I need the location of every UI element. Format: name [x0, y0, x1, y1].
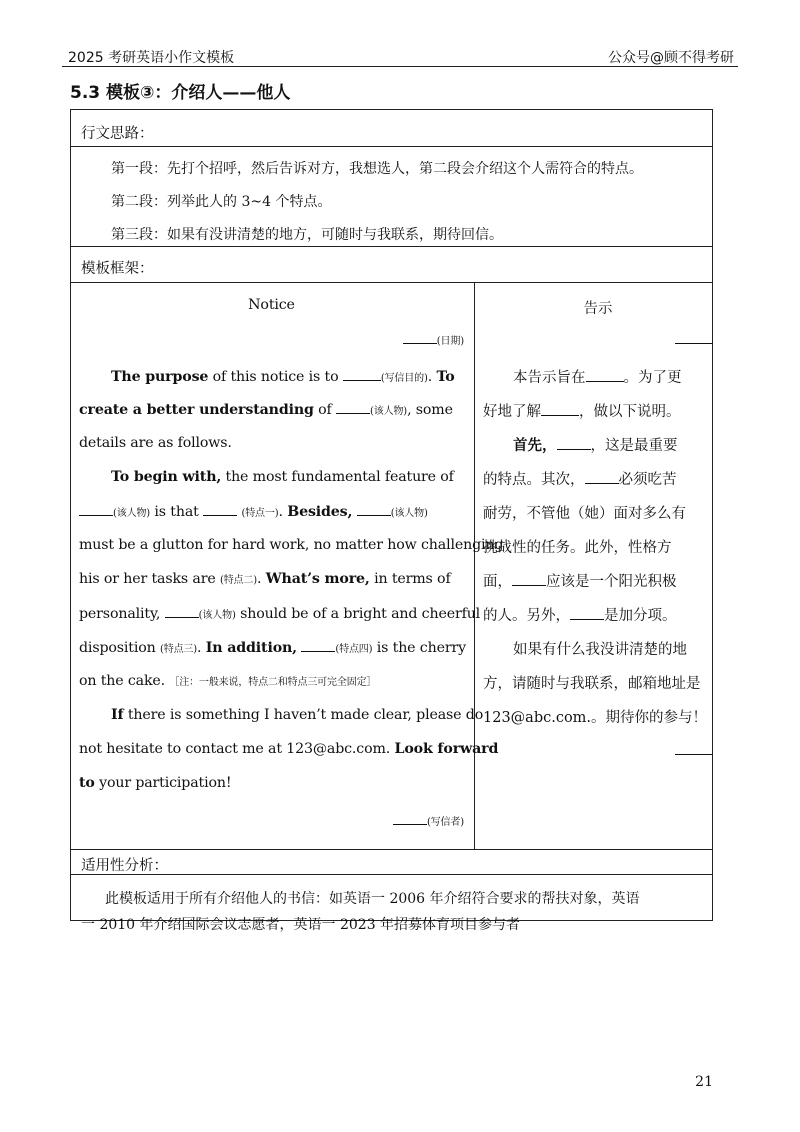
framework-label: 模板框架：	[81, 261, 154, 277]
paragraph-line-cn: 面， 应该是一个阳光积极	[483, 574, 677, 590]
date-line-cn	[483, 331, 717, 348]
signer-line-cn	[483, 742, 717, 759]
paragraph-line: disposition (特点三). In addition, (特点四) is the cherry	[79, 640, 466, 656]
paragraph-line: details are as follows.	[79, 435, 232, 451]
divider	[71, 146, 712, 147]
paragraph-line-cn: 挑战性的任务。此外，性格方	[483, 540, 672, 556]
paragraph-line: create a better understanding of (该人物), some	[79, 402, 453, 418]
paragraph-line: personality, (该人物) should be of a bright and cheerful	[79, 606, 481, 622]
paragraph-line-cn: 首先， ，这是最重要	[513, 437, 678, 454]
divider	[71, 246, 712, 247]
paragraph-line: not hesitate to contact me at 123@abc.com. Look forward	[79, 741, 499, 757]
paragraph-line: his or her tasks are (特点二). What’s more, in terms of	[79, 571, 451, 587]
paragraph-line: to your participation!	[79, 775, 232, 791]
paragraph-line: must be a glutton for hard work, no matter how challenging	[79, 537, 504, 553]
notice-title: Notice	[248, 297, 295, 313]
paragraph-line: The purpose of this notice is to (写信目的). To	[111, 369, 455, 385]
paragraph-line: on the cake. ［注：一般来说，特点二和特点三可完全固定］	[79, 673, 377, 689]
paragraph-line-cn: 的人。另外， 是加分项。	[483, 608, 677, 624]
header-account: 公众号@顾不得考研	[608, 50, 734, 66]
thinking-label: 行文思路：	[81, 126, 154, 142]
paragraph-line-cn: 好地了解 ，做以下说明。	[483, 404, 681, 420]
paragraph-line-cn: 方，请随时与我联系，邮箱地址是	[483, 676, 701, 692]
thinking-line: 第二段：列举此人的 3~4 个特点。	[111, 194, 332, 210]
paragraph-line-cn: 耐劳，不管他（她）面对多么有	[483, 506, 686, 522]
paragraph-line: If there is something I haven’t made clear, please do	[111, 707, 484, 723]
header-title: 2025 考研英语小作文模板	[68, 50, 235, 66]
paragraph-line-cn: 如果有什么我没讲清楚的地	[513, 642, 687, 658]
applicability-line: 此模板适用于所有介绍他人的书信：如英语一 2006 年介绍符合要求的帮扶对象，英语	[105, 891, 640, 907]
date-line: (日期)	[79, 331, 468, 348]
notice-title-cn: 告示	[583, 301, 613, 317]
page-number: 21	[695, 1074, 713, 1090]
template-table	[70, 109, 713, 933]
applicability-label: 适用性分析：	[81, 858, 168, 874]
paragraph-line-cn: 本告示旨在 。为了更	[513, 370, 682, 386]
paragraph-line: To begin with, the most fundamental feature of	[111, 469, 454, 485]
paragraph-line: (该人物) is that (特点一). Besides, (该人物)	[79, 503, 464, 520]
divider	[71, 282, 712, 283]
section-title: 5.3 模板③：介绍人——他人	[70, 83, 291, 103]
thinking-line: 第一段：先打个招呼，然后告诉对方，我想选人，第二段会介绍这个人需符合的特点。	[111, 161, 643, 177]
page-header	[62, 44, 738, 67]
paragraph-line-cn: 123@abc.com.。期待你的参与！	[483, 710, 708, 726]
divider	[71, 849, 712, 850]
signer-line: (写信者)	[79, 812, 468, 829]
applicability-line: 一 2010 年介绍国际会议志愿者，英语一 2023 年招募体育项目参与者	[81, 917, 521, 933]
thinking-line: 第三段：如果有没讲清楚的地方，可随时与我联系，期待回信。	[111, 227, 503, 243]
paragraph-line-cn: 的特点。其次， 必须吃苦	[483, 472, 677, 488]
